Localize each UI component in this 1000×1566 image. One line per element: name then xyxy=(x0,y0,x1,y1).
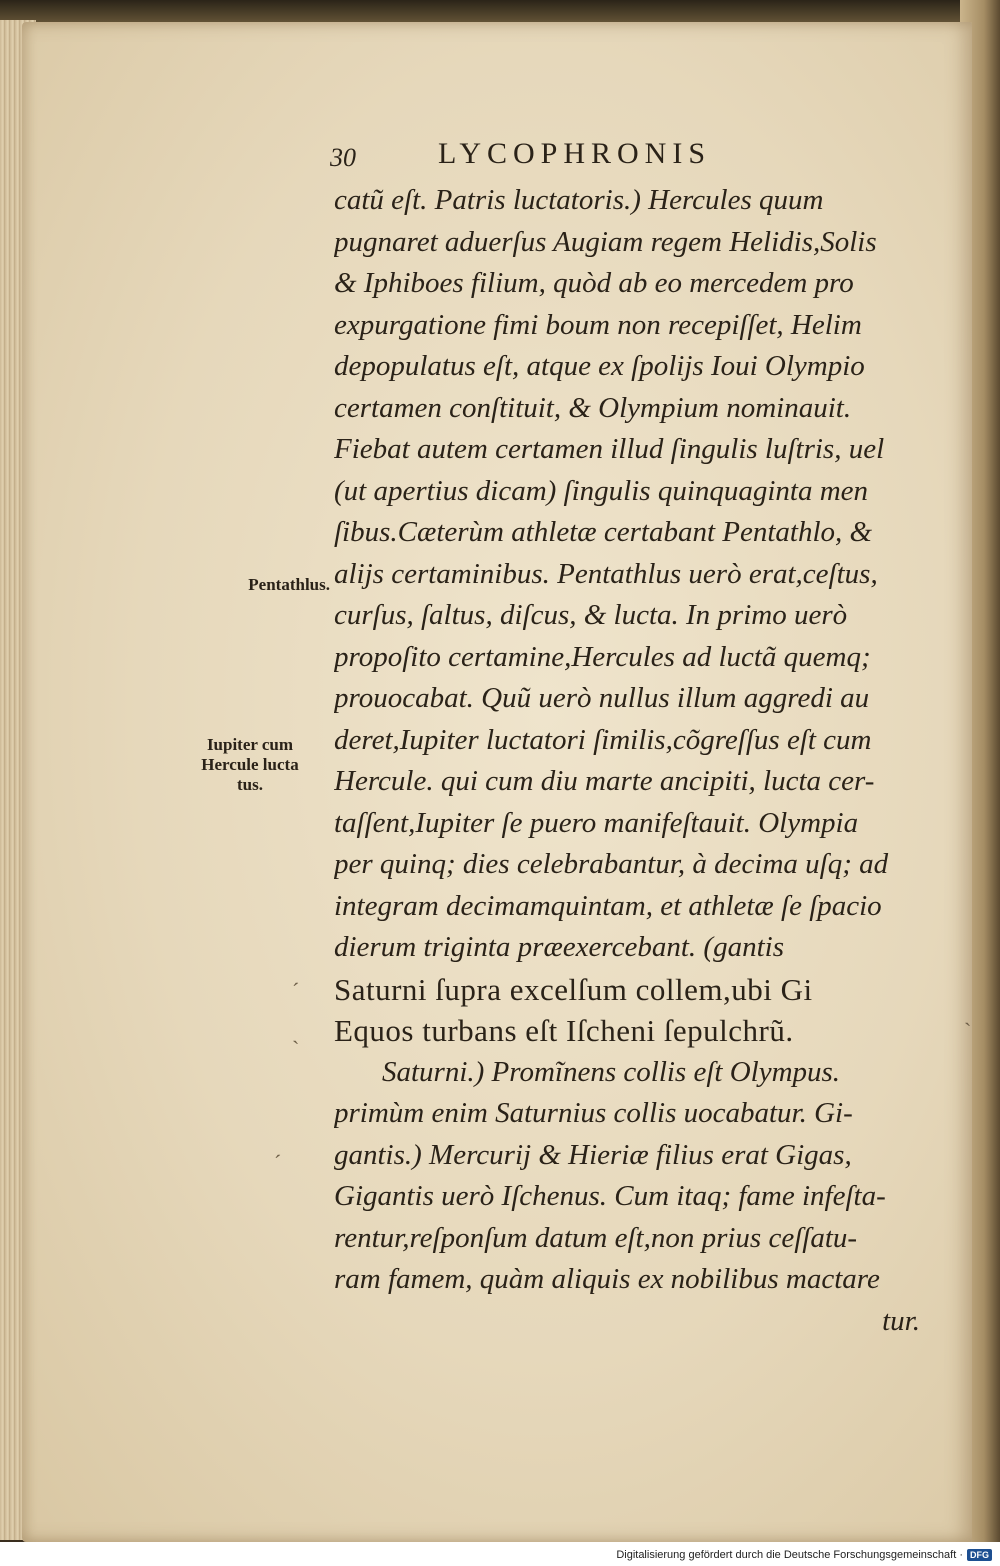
text-line: gantis.) Mercurij & Hieriæ filius erat Gigas, xyxy=(334,1138,852,1171)
text-line: & Iphiboes filium, quòd ab eo mercedem pro xyxy=(334,267,854,299)
margin-note-line: tus. xyxy=(237,775,263,794)
ink-mark: ˊ xyxy=(274,1150,282,1175)
text-line: expurgatione fimi boum non recepiſſet, Helim xyxy=(334,308,862,341)
text-line: certamen conſtituit, & Olympium nominauit. xyxy=(334,391,852,424)
text-line: curſus, ſaltus, diſcus, & lucta. In primo uerò xyxy=(334,599,848,631)
verse-line: Equos turbans eſt Iſcheni ſepulchrũ. xyxy=(334,1013,794,1048)
verse-line: Saturni ſupra excelſum collem,ubi Gi xyxy=(334,971,813,1007)
text-line: integram decimamquintam, et athletæ ſe ſpacio xyxy=(334,889,882,922)
text-line: primùm enim Saturnius collis uocabatur. Gi- xyxy=(334,1097,853,1129)
text-line: ram famem, quàm aliquis ex nobilibus mactare xyxy=(334,1263,880,1295)
margin-note-line: Iupiter cum xyxy=(206,735,294,754)
text-line: Hercule. qui cum diu marte ancipiti, lucta cer- xyxy=(334,765,875,797)
text-line: ſibus.Cæterùm athletæ certabant Pentathlo, & xyxy=(334,516,873,548)
text-line: alijs certaminibus. Pentathlus uerò erat,ceſtus, xyxy=(334,557,878,590)
text-line: rentur,reſponſum datum eſt,non prius ceſſatu- xyxy=(334,1221,858,1254)
text-line: tur. xyxy=(882,1304,920,1337)
text-line: Gigantis uerò Iſchenus. Cum itaq; fame infeſta- xyxy=(334,1180,886,1212)
ink-mark: ˊ xyxy=(292,978,300,1003)
running-head: LYCOPHRONIS xyxy=(438,137,712,170)
text-line: pugnaret aduerſus Augiam regem Helidis,Solis xyxy=(334,225,877,258)
ink-mark: ˋ xyxy=(292,1036,300,1061)
margin-note-pentathlus: Pentathlus. xyxy=(248,575,330,594)
text-line: depopulatus eſt, atque ex ſpolijs Ioui Olympio xyxy=(334,350,865,382)
credit-text: Digitalisierung gefördert durch die Deutsche Forschungsgemeinschaft · xyxy=(616,1549,963,1561)
dfg-logo: DFG xyxy=(967,1549,992,1561)
commentary-text xyxy=(334,180,934,1342)
page-number: 30 xyxy=(330,143,356,172)
text-line: propoſito certamine,Hercules ad luctã quemq; xyxy=(334,640,871,673)
text-line: Saturni.) Promĩnens collis eſt Olympus. xyxy=(382,1055,841,1088)
margin-note-iupiter xyxy=(170,735,330,795)
text-line: per quinq; dies celebrabantur, à decima uſq; ad xyxy=(334,848,889,880)
digitization-credit xyxy=(616,1547,992,1563)
text-line: prouocabat. Quũ uerò nullus illum aggredi au xyxy=(334,682,870,714)
page-header xyxy=(326,135,826,179)
text-line: taſſent,Iupiter ſe puero manifeſtauit. Olympia xyxy=(334,806,859,839)
ink-mark: ˋ xyxy=(964,1018,972,1043)
margin-note-line: Hercule lucta xyxy=(201,755,299,774)
text-line: catũ eſt. Patris luctatoris.) Hercules quum xyxy=(334,184,824,216)
text-line: Fiebat autem certamen illud ſingulis luſtris, uel xyxy=(334,433,885,465)
text-line: (ut apertius dicam) ſingulis quinquaginta men xyxy=(334,474,869,507)
text-line: deret,Iupiter luctatori ſimilis,cõgreſſus eſt cum xyxy=(334,723,872,756)
text-line: dierum triginta præexercebant. (gantis xyxy=(334,931,784,963)
